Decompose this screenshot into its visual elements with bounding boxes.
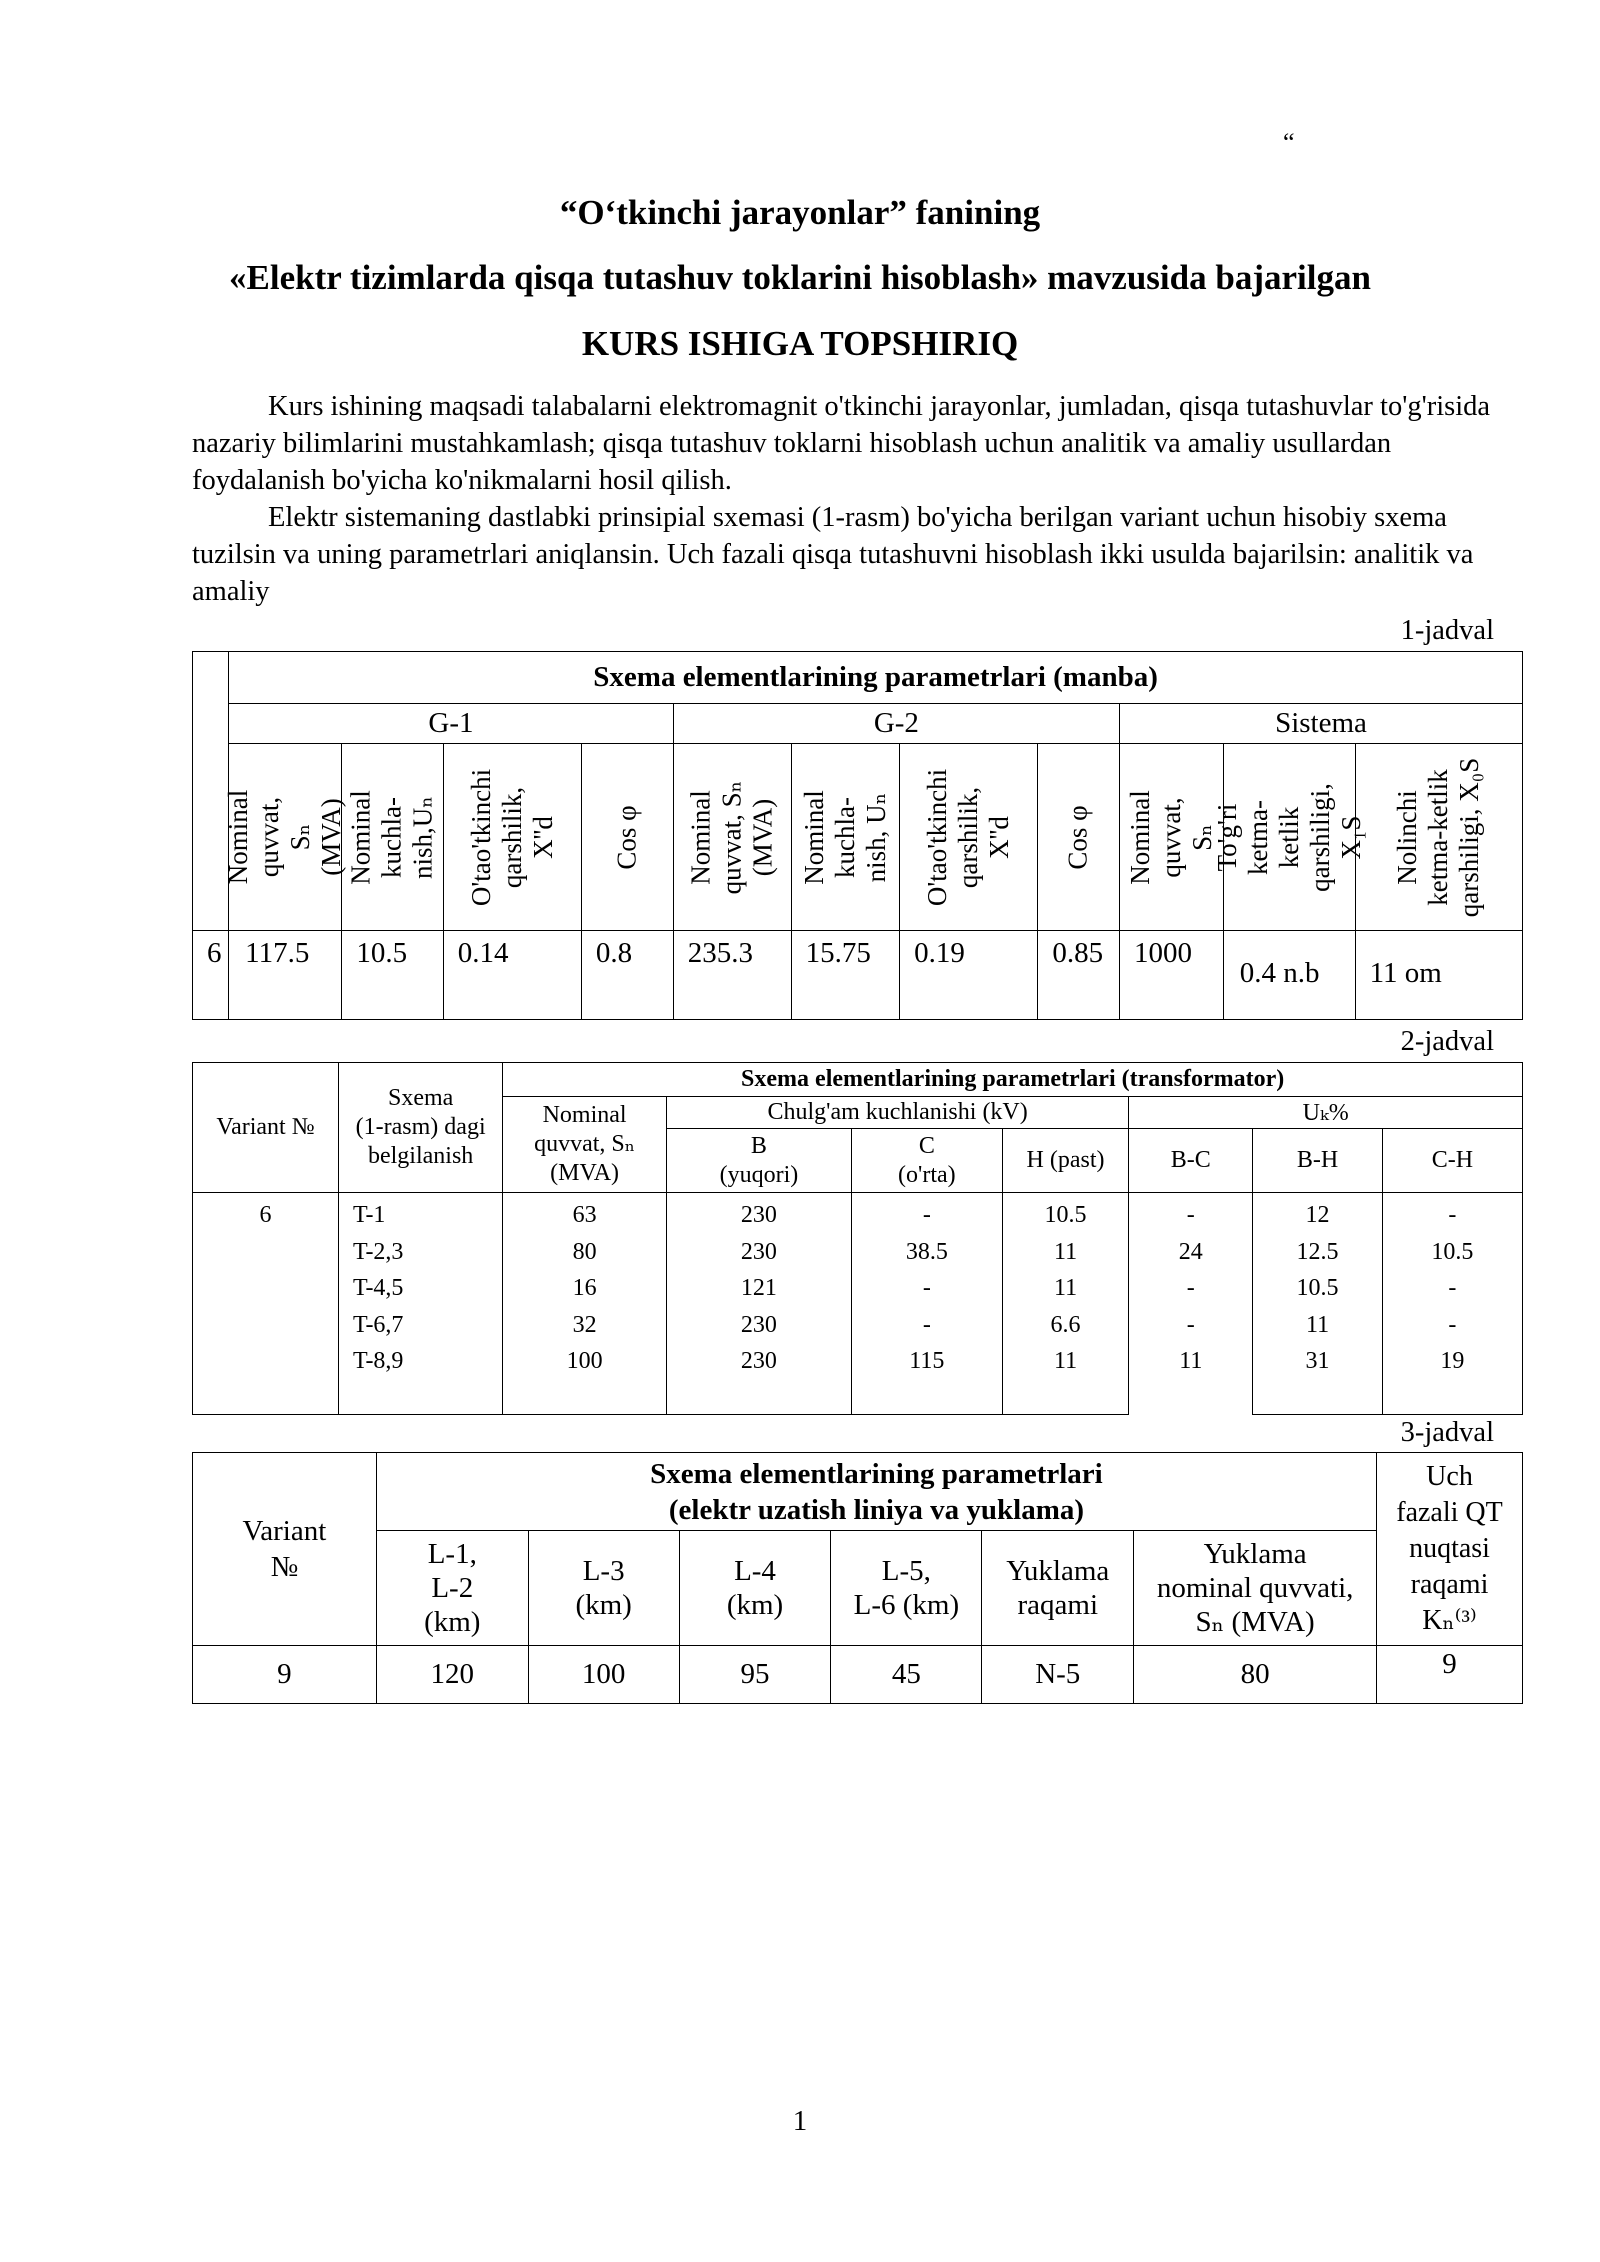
g2-reactance-header: O'tao'tkinchi qarshilik, X''d bbox=[922, 768, 1015, 906]
t2-row-h: 11 bbox=[1053, 1348, 1078, 1374]
table2-label: 2-jadval bbox=[1400, 1026, 1494, 1057]
intro-text bbox=[192, 388, 1492, 610]
t3-load-header: Yuklama raqami bbox=[982, 1531, 1134, 1646]
t2-row-power: 63 bbox=[572, 1202, 597, 1228]
t3-value: 9 bbox=[193, 1646, 377, 1704]
t2-bc-header: B-C bbox=[1129, 1129, 1253, 1193]
t3-value: 45 bbox=[831, 1646, 982, 1704]
t2-row-b: 121 bbox=[740, 1275, 777, 1301]
t2-variant: 6 bbox=[259, 1202, 272, 1228]
page-number: 1 bbox=[792, 2105, 808, 2137]
t2-uk-group: Uₖ% bbox=[1129, 1097, 1523, 1129]
t3-l56-header: L-5, L-6 (km) bbox=[831, 1531, 982, 1646]
t2-row-ch: - bbox=[1448, 1275, 1457, 1301]
t2-row-h: 6.6 bbox=[1050, 1311, 1081, 1338]
g2-cosphi-header: Cos φ bbox=[1063, 804, 1094, 870]
t2-bh-header: B-H bbox=[1253, 1129, 1383, 1193]
table1-value: 1000 bbox=[1119, 931, 1223, 1020]
t3-value: 100 bbox=[528, 1646, 679, 1704]
t2-row-c: 38.5 bbox=[905, 1238, 948, 1265]
table2-title: Sxema elementlarining parametrlari (transformator) bbox=[503, 1063, 1523, 1097]
t2-row-name: T-6,7 bbox=[352, 1311, 404, 1338]
t2-row-ch: 19 bbox=[1440, 1348, 1465, 1374]
t3-value: 80 bbox=[1134, 1646, 1377, 1704]
line-load-parameters-table bbox=[192, 1452, 1523, 1704]
table1-value: 0.85 bbox=[1038, 931, 1120, 1020]
t2-row-h: 10.5 bbox=[1044, 1202, 1087, 1228]
table1-value: 0.4 n.b bbox=[1223, 931, 1355, 1020]
t2-power-header: Nominal quvvat, Sₙ (MVA) bbox=[503, 1097, 667, 1193]
t2-row-h: 11 bbox=[1053, 1238, 1078, 1265]
t2-row-bc: 24 bbox=[1178, 1238, 1203, 1265]
table1-title: Sxema elementlarining parametrlari (manba) bbox=[229, 652, 1523, 704]
t3-load-power-header: Yuklama nominal quvvati, Sₙ (MVA) bbox=[1134, 1531, 1377, 1646]
g1-cosphi-header: Cos φ bbox=[611, 804, 642, 870]
t3-point-header: Uch fazali QT nuqtasi raqami Kₙ⁽³⁾ bbox=[1377, 1453, 1523, 1646]
t2-row-h: 11 bbox=[1053, 1275, 1078, 1301]
g2-voltage-header: Nominal kuchla-nish, Uₙ bbox=[798, 789, 891, 885]
t2-row-bh: 10.5 bbox=[1296, 1275, 1339, 1301]
t3-value: 95 bbox=[679, 1646, 831, 1704]
t2-row-power: 32 bbox=[572, 1311, 597, 1338]
t2-row-name: T-8,9 bbox=[352, 1348, 404, 1374]
quote-mark: “ bbox=[1283, 128, 1295, 157]
t2-row-power: 16 bbox=[572, 1275, 597, 1301]
t2-row-c: - bbox=[922, 1202, 931, 1228]
sys-zero-seq-header: Nolinchi ketma-ketlik qarshiligi, X₀S bbox=[1392, 757, 1485, 917]
t2-row-ch: 10.5 bbox=[1431, 1238, 1474, 1265]
table1-label: 1-jadval bbox=[1400, 615, 1494, 646]
t3-value: 9 bbox=[1377, 1646, 1523, 1704]
t2-row-ch: - bbox=[1448, 1202, 1457, 1228]
table3-title-line2: (elektr uzatish liniya va yuklama) bbox=[668, 1493, 1085, 1526]
table1-variant: 6 bbox=[193, 931, 229, 1020]
purpose-paragraph: Kurs ishining maqsadi talabalarni elektromagnit o'tkinchi jarayonlar, jumladan, qisqa tutashuvlar to'g'risida nazariy bilimlarini mustahkamlash; qisqa tutashuv toklarni hisoblash uchun analitik va amaliy usullardan foydalanish bo'yicha ko'nikmalarni hosil qilish. bbox=[192, 391, 1491, 496]
t2-b-header: B (yuqori) bbox=[666, 1129, 851, 1193]
t3-l4-header: L-4 (km) bbox=[679, 1531, 831, 1646]
t2-voltage-group: Chulg'am kuchlanishi (kV) bbox=[666, 1097, 1128, 1129]
table1-value: 0.19 bbox=[900, 931, 1038, 1020]
table1-value: 10.5 bbox=[342, 931, 443, 1020]
t2-row-b: 230 bbox=[740, 1311, 777, 1338]
t2-ch-header: C-H bbox=[1382, 1129, 1522, 1193]
t2-row-power: 100 bbox=[566, 1348, 603, 1374]
t2-row-b: 230 bbox=[740, 1238, 777, 1265]
t2-row-bh: 12 bbox=[1305, 1202, 1330, 1228]
assignment-heading: KURS ISHIGA TOPSHIRIQ bbox=[581, 324, 1019, 363]
t3-value: 120 bbox=[376, 1646, 528, 1704]
t2-row-bh: 12.5 bbox=[1296, 1238, 1339, 1265]
table3-title-line1: Sxema elementlarining parametrlari bbox=[650, 1457, 1103, 1490]
t2-row-name: T-1 bbox=[352, 1202, 386, 1228]
group-g2: G-2 bbox=[673, 704, 1119, 744]
t2-c-header: C (o'rta) bbox=[851, 1129, 1002, 1193]
t2-h-header: H (past) bbox=[1002, 1129, 1129, 1193]
table1-value: 15.75 bbox=[791, 931, 899, 1020]
table1-value: 117.5 bbox=[229, 931, 342, 1020]
sys-positive-seq-header: To'g'ri ketma-ketlik qarshiligi, X₁S bbox=[1211, 782, 1366, 892]
table1-value: 235.3 bbox=[673, 931, 791, 1020]
t2-row-bc: - bbox=[1186, 1275, 1195, 1301]
t2-row-bc: 11 bbox=[1179, 1348, 1203, 1374]
t2-row-bh: 11 bbox=[1305, 1311, 1330, 1338]
group-sistema: Sistema bbox=[1119, 704, 1522, 744]
t2-variant-header: Variant № bbox=[193, 1063, 339, 1193]
source-parameters-table bbox=[192, 651, 1523, 1020]
t3-value: N-5 bbox=[982, 1646, 1134, 1704]
t2-row-b: 230 bbox=[740, 1202, 777, 1228]
course-title: “O‘tkinchi jarayonlar” fanining bbox=[559, 193, 1041, 232]
t2-row-name: T-2,3 bbox=[352, 1238, 404, 1265]
sys-power-header: Nominal quvvat, Sₙ bbox=[1124, 789, 1217, 885]
t2-row-name: T-4,5 bbox=[352, 1275, 404, 1301]
t3-l12-header: L-1, L-2 (km) bbox=[376, 1531, 528, 1646]
topic-title: «Elektr tizimlarda qisqa tutashuv toklarini hisoblash» mavzusida bajarilgan bbox=[229, 258, 1371, 297]
table3-label: 3-jadval bbox=[1400, 1417, 1494, 1448]
table3-title bbox=[376, 1453, 1376, 1531]
t2-row-c: - bbox=[922, 1311, 931, 1338]
table1-value: 0.8 bbox=[581, 931, 673, 1020]
t2-scheme-header: Sxema (1-rasm) dagi belgilanish bbox=[338, 1063, 502, 1193]
t2-row-bc: - bbox=[1186, 1311, 1195, 1338]
t3-l3-header: L-3 (km) bbox=[528, 1531, 679, 1646]
g1-power-header: Nominal quvvat, Sₙ (MVA) bbox=[223, 789, 347, 885]
transformer-parameters-table bbox=[192, 1062, 1523, 1415]
t2-row-bh: 31 bbox=[1305, 1348, 1330, 1374]
g1-voltage-header: Nominal kuchla-nish,Uₙ bbox=[346, 789, 439, 885]
group-g1: G-1 bbox=[229, 704, 674, 744]
t2-row-bc: - bbox=[1186, 1202, 1195, 1228]
g2-power-header: Nominal quvvat, Sₙ (MVA) bbox=[685, 780, 778, 894]
g1-reactance-header: O'tao'tkinchi qarshilik, X''d bbox=[465, 768, 558, 906]
table1-value: 11 om bbox=[1355, 931, 1522, 1020]
table1-value: 0.14 bbox=[443, 931, 581, 1020]
t3-variant-header: Variant № bbox=[193, 1453, 377, 1646]
t2-row-power: 80 bbox=[572, 1238, 597, 1265]
t2-row-c: 115 bbox=[909, 1348, 945, 1374]
t2-row-b: 230 bbox=[740, 1348, 777, 1374]
task-paragraph: Elektr sistemaning dastlabki prinsipial sxemasi (1-rasm) bo'yicha berilgan variant uchun hisobiy sxema tuzilsin va uning parametrlari aniqlansin. Uch fazali qisqa tutashuvni hisoblash ikki usulda bajarilsin: analitik va amaliy bbox=[192, 502, 1474, 607]
t2-row-ch: - bbox=[1448, 1311, 1457, 1338]
t2-row-c: - bbox=[922, 1275, 931, 1301]
